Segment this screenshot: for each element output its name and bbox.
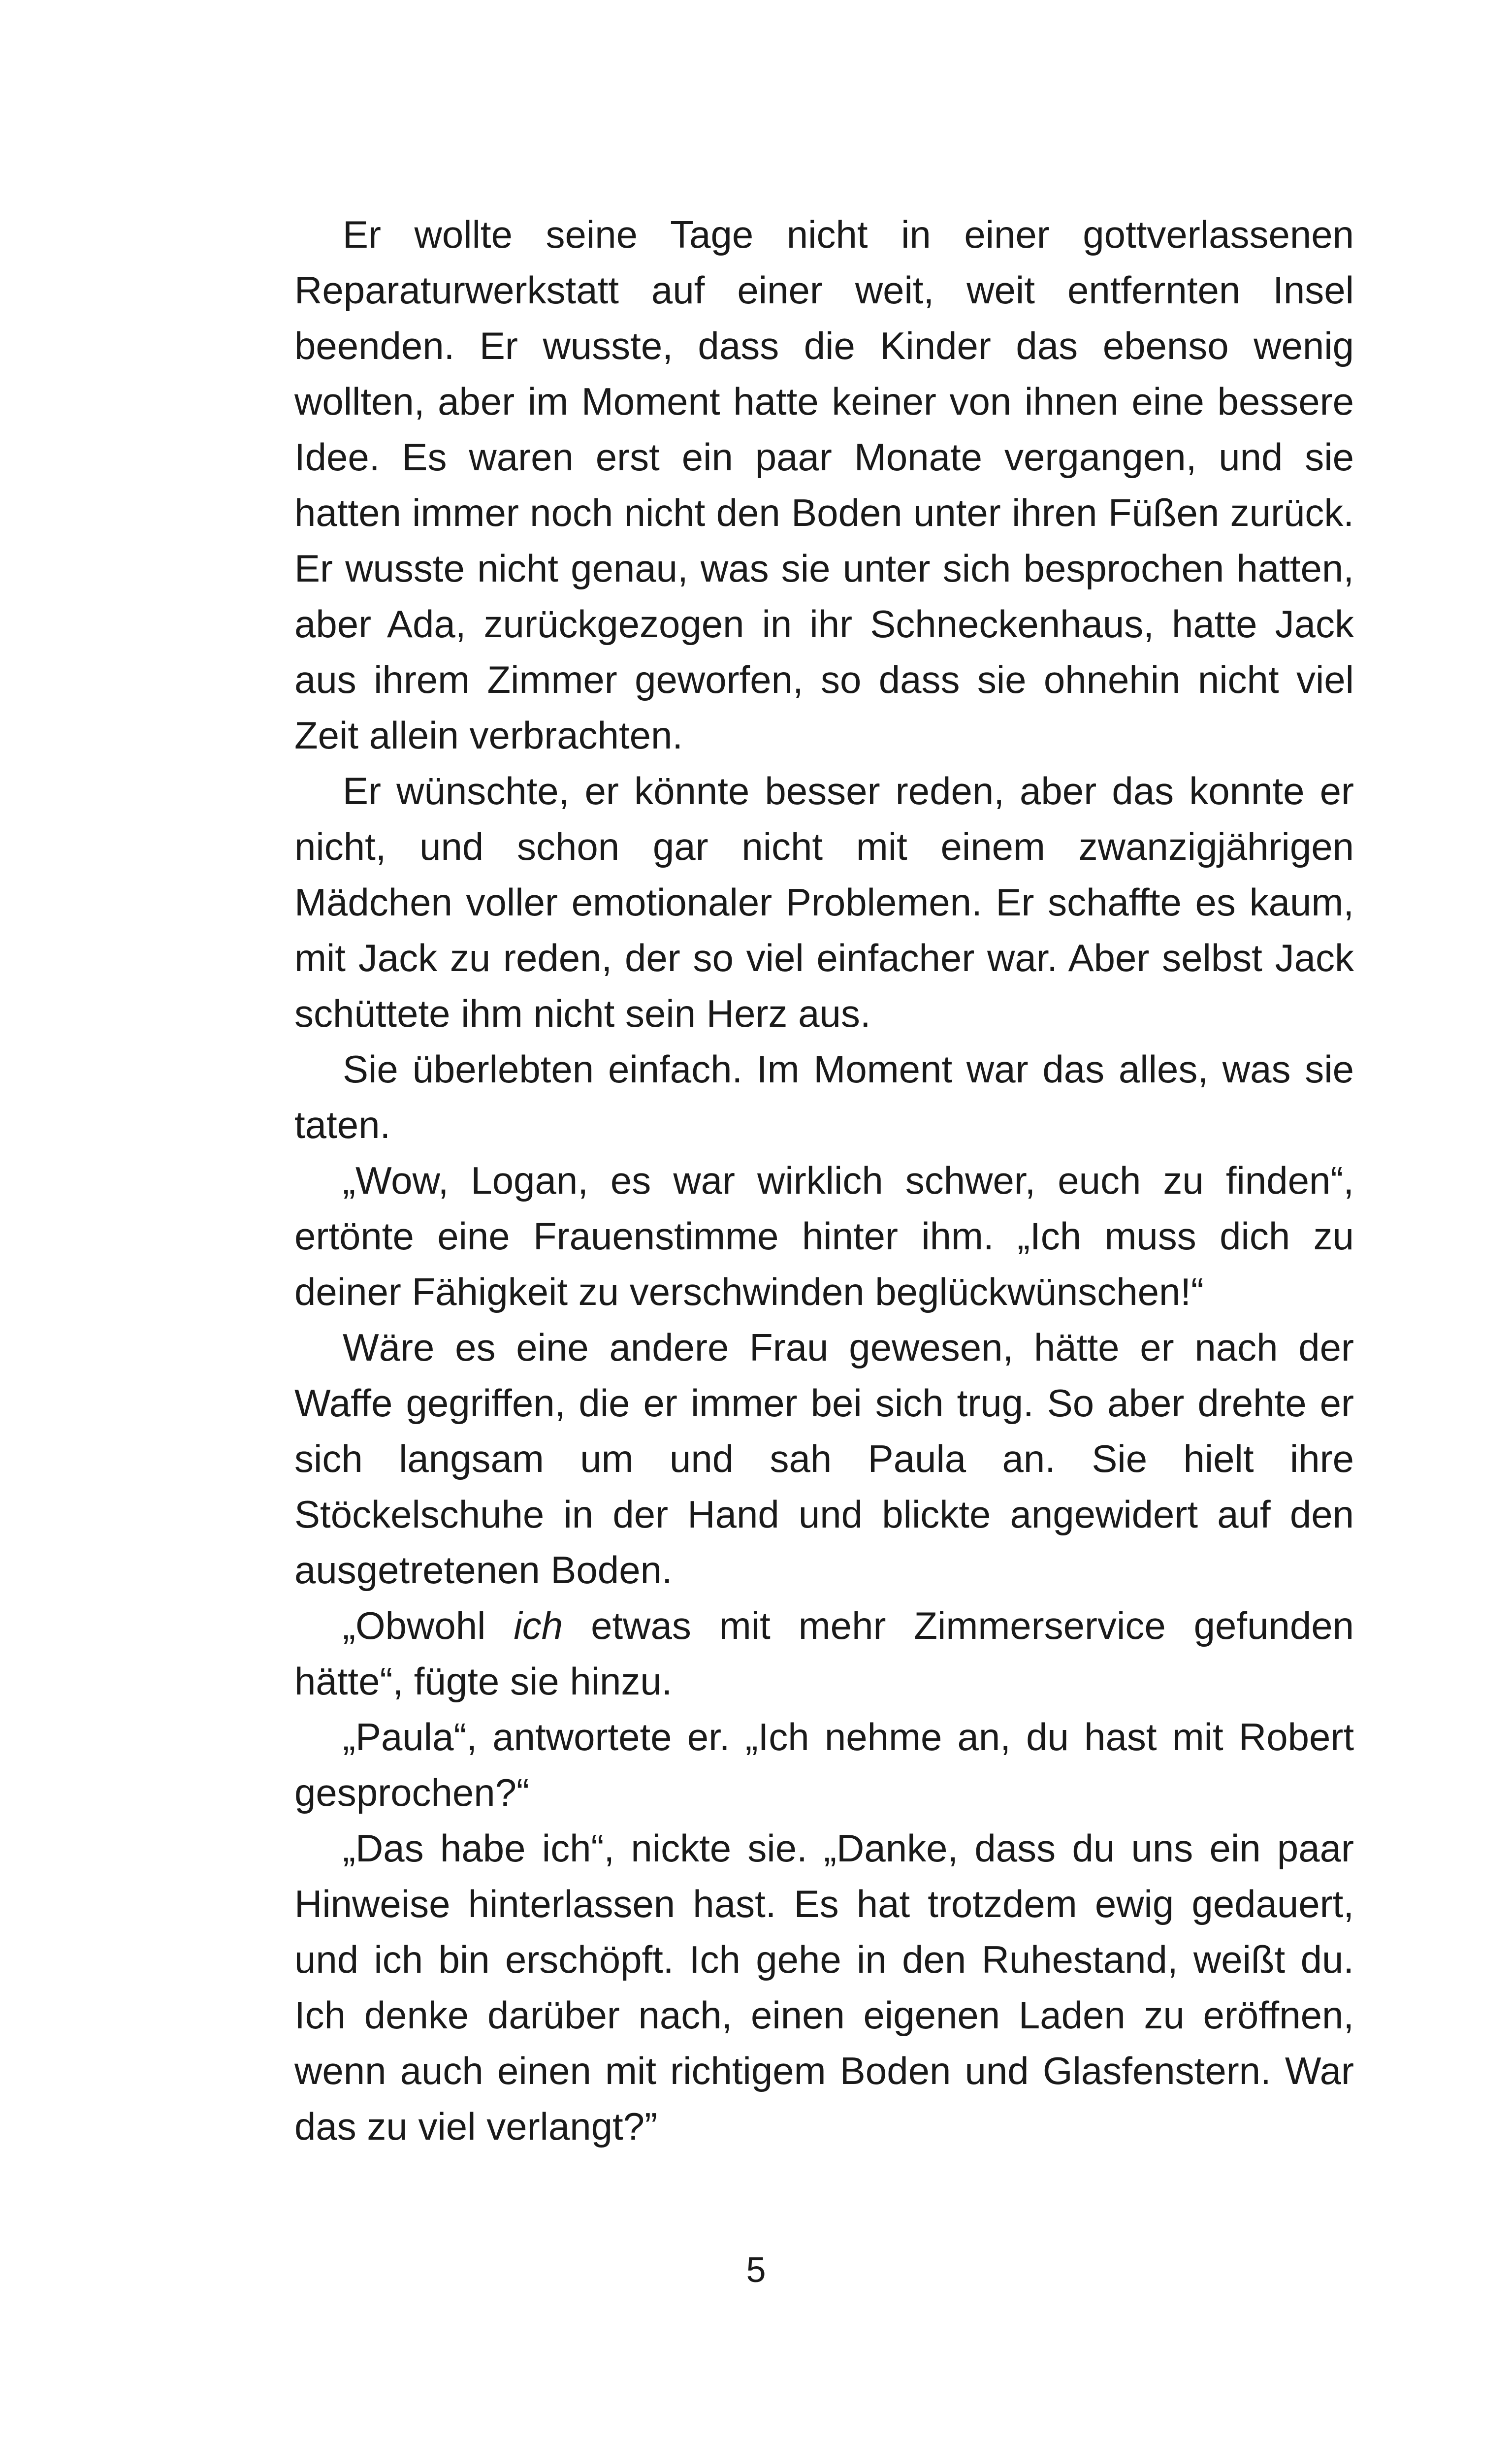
paragraph-1-text: Er wollte seine Tage nicht in einer gottverlassenen Reparaturwerkstatt auf einer weit, weit entfernten Insel beenden. Er wusste, dass die Kinder das ebenso wenig wollten, aber im Moment hatte keiner von ihnen eine bessere Idee. Es waren erst ein paar Monate vergangen, und sie hatten immer noch nicht den Boden unter ihren Füßen zurück. Er wusste nicht genau, was sie unter sich besprochen hatten, aber Ada, zurückgezogen in ihr Schneckenhaus, hatte Jack aus ihrem Zimmer geworfen, so dass sie ohnehin nicht viel Zeit allein verbrachten. [294,213,1354,757]
paragraph-2-text: Er wünschte, er könnte besser reden, aber das konnte er nicht, und schon gar nicht mit einem zwanzigjährigen Mädchen voller emotionaler Problemen. Er schaffte es kaum, mit Jack zu reden, der so viel einfacher war. Aber selbst Jack schüttete ihm nicht sein Herz aus. [294,769,1354,1035]
paragraph-6-text-b: etwas mit mehr Zimmerservice gefunden hätte“, fügte sie hinzu. [294,1604,1354,1703]
paragraph-3-text: Sie überlebten einfach. Im Moment war das alles, was sie taten. [294,1047,1354,1146]
paragraph-4 [294,1153,1354,1320]
paragraph-1 [294,207,1354,763]
paragraph-6 [294,1598,1354,1709]
body-text [294,207,1354,2154]
paragraph-2 [294,763,1354,1042]
paragraph-7 [294,1709,1354,1821]
page-number: 5 [746,2250,766,2290]
paragraph-3 [294,1042,1354,1153]
paragraph-7-text: „Paula“, antwortete er. „Ich nehme an, du hast mit Robert gesprochen?“ [294,1715,1354,1814]
paragraph-8-text: „Das habe ich“, nickte sie. „Danke, dass du uns ein paar Hinweise hinterlassen hast. Es hat trotzdem ewig gedauert, und ich bin erschöpft. Ich gehe in den Ruhestand, weißt du. Ich denke darüber nach, einen eigenen Laden zu eröffnen, wenn auch einen mit richtigem Boden und Glasfenstern. War das zu viel verlangt?” [294,1826,1354,2148]
paragraph-4-text: „Wow, Logan, es war wirklich schwer, euch zu finden“, ertönte eine Frauenstimme hinter ihm. „Ich muss dich zu deiner Fähigkeit zu verschwinden beglückwünschen!“ [294,1159,1354,1313]
paragraph-8 [294,1821,1354,2154]
paragraph-6-emphasis: ich [514,1604,563,1647]
paragraph-6-text-a: „Obwohl [343,1604,514,1647]
paragraph-5-text: Wäre es eine andere Frau gewesen, hätte er nach der Waffe gegriffen, die er immer bei sich trug. So aber drehte er sich langsam um und sah Paula an. Sie hielt ihre Stöckelschuhe in der Hand und blickte angewidert auf den ausgetretenen Boden. [294,1326,1354,1592]
paragraph-5 [294,1320,1354,1598]
